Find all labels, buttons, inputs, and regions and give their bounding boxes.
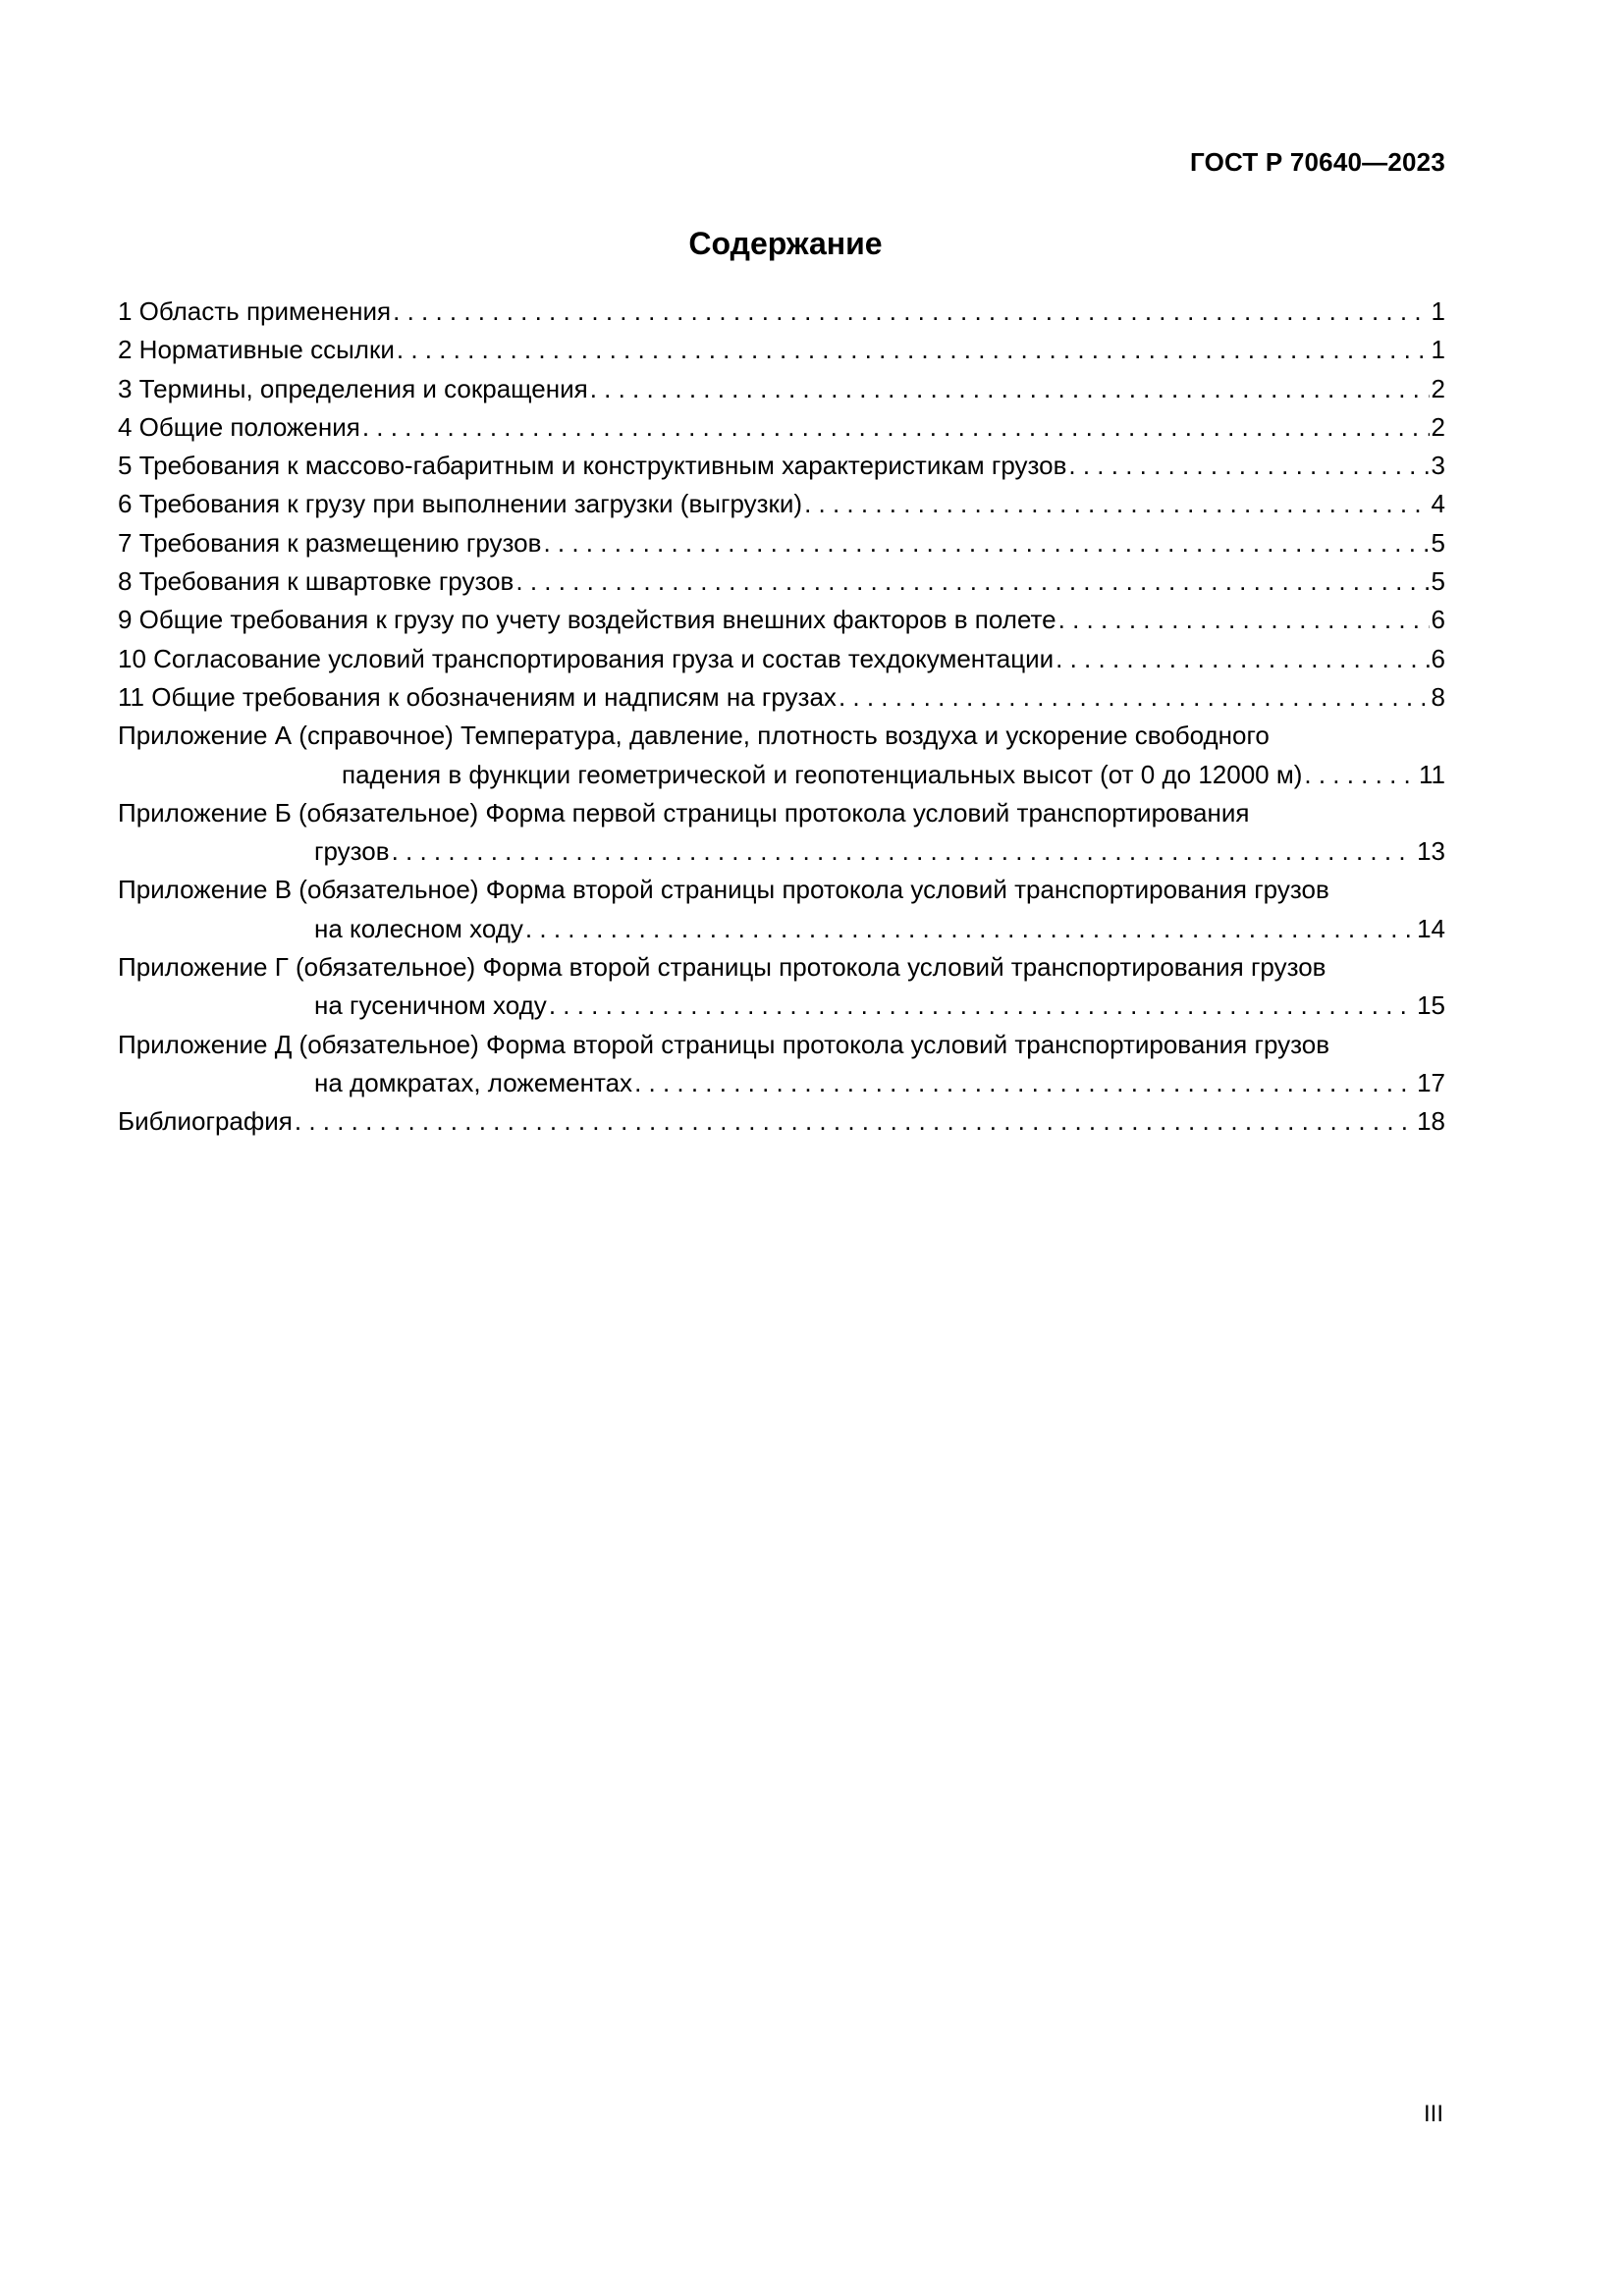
toc-entry-text: 3 Термины, определения и сокращения bbox=[118, 373, 588, 403]
toc-leader-dots bbox=[393, 293, 1429, 331]
toc-leader-dots bbox=[1056, 640, 1429, 678]
toc-entry-page: 11 bbox=[1419, 759, 1445, 789]
toc-entry-2[interactable] bbox=[118, 331, 1445, 369]
toc-entry-text: 1 Область применения bbox=[118, 296, 392, 326]
toc-entry-page: 5 bbox=[1431, 527, 1445, 558]
toc-leader-dots bbox=[1058, 601, 1430, 639]
toc-entry-page: 2 bbox=[1431, 411, 1445, 442]
toc-entry-page: 6 bbox=[1431, 643, 1445, 673]
document-code: ГОСТ Р 70640—2023 bbox=[1190, 147, 1445, 177]
page-number: III bbox=[1423, 2101, 1443, 2127]
toc-entry-page: 6 bbox=[1431, 605, 1445, 635]
toc-entry-page: 1 bbox=[1431, 335, 1445, 365]
toc-leader-dots bbox=[392, 832, 1416, 871]
toc-leader-dots bbox=[1304, 756, 1417, 794]
toc-leader-dots bbox=[362, 408, 1430, 447]
toc-leader-dots bbox=[839, 678, 1430, 717]
toc-entry-text: 11 Общие требования к обозначениям и надписям на грузах bbox=[118, 681, 837, 712]
toc-entry-text: 10 Согласование условий транспортирования груза и состав техдокументации bbox=[118, 643, 1055, 673]
toc-entry-text: 8 Требования к швартовке грузов bbox=[118, 566, 514, 597]
toc-entry-3[interactable] bbox=[118, 370, 1445, 408]
toc-appendix-subtitle: на гусеничном ходу bbox=[314, 990, 547, 1021]
toc-appendix-g-continuation[interactable] bbox=[118, 987, 1445, 1025]
toc-entry-11[interactable] bbox=[118, 678, 1445, 717]
toc-leader-dots bbox=[804, 485, 1429, 523]
toc-appendix-title: Приложение Г (обязательное) Форма второй страницы протокола условий транспортирования грузов bbox=[118, 952, 1326, 983]
toc-entry-page: 14 bbox=[1417, 913, 1445, 943]
toc-entry-page: 13 bbox=[1417, 836, 1445, 867]
toc-appendix-v-continuation[interactable] bbox=[118, 910, 1445, 948]
toc-entry-9[interactable] bbox=[118, 601, 1445, 639]
toc-bibliography[interactable] bbox=[118, 1102, 1445, 1141]
toc-entry-text: 9 Общие требования к грузу по учету воздействия внешних факторов в полете bbox=[118, 605, 1056, 635]
table-of-contents bbox=[118, 293, 1445, 1142]
toc-leader-dots bbox=[1068, 447, 1429, 485]
toc-entry-text: Библиография bbox=[118, 1106, 293, 1137]
toc-appendix-subtitle: грузов bbox=[314, 836, 390, 867]
toc-appendix-d[interactable] bbox=[118, 1026, 1445, 1064]
toc-title: Содержание bbox=[688, 226, 883, 261]
toc-entry-4[interactable] bbox=[118, 408, 1445, 447]
toc-appendix-title: Приложение Д (обязательное) Форма второй страницы протокола условий транспортирования грузов bbox=[118, 1029, 1330, 1059]
toc-leader-dots bbox=[295, 1102, 1415, 1141]
toc-entry-6[interactable] bbox=[118, 485, 1445, 523]
toc-entry-text: 5 Требования к массово-габаритным и конструктивным характеристикам грузов bbox=[118, 451, 1067, 481]
toc-entry-page: 17 bbox=[1417, 1067, 1445, 1097]
toc-appendix-b[interactable] bbox=[118, 794, 1445, 832]
toc-appendix-a-continuation[interactable] bbox=[118, 756, 1445, 794]
toc-leader-dots bbox=[590, 370, 1430, 408]
toc-entry-10[interactable] bbox=[118, 640, 1445, 678]
toc-entry-page: 15 bbox=[1417, 990, 1445, 1021]
toc-entry-page: 4 bbox=[1431, 489, 1445, 519]
toc-appendix-title: Приложение Б (обязательное) Форма первой страницы протокола условий транспортирования bbox=[118, 797, 1250, 828]
toc-appendix-subtitle: падения в функции геометрической и геопотенциальных высот (от 0 до 12000 м) bbox=[342, 759, 1303, 789]
toc-leader-dots bbox=[634, 1064, 1415, 1102]
toc-entry-page: 8 bbox=[1431, 681, 1445, 712]
toc-entry-page: 3 bbox=[1431, 451, 1445, 481]
toc-entry-text: 6 Требования к грузу при выполнении загрузки (выгрузки) bbox=[118, 489, 803, 519]
toc-entry-text: 7 Требования к размещению грузов bbox=[118, 527, 542, 558]
toc-leader-dots bbox=[549, 987, 1415, 1025]
toc-appendix-v[interactable] bbox=[118, 871, 1445, 909]
toc-leader-dots bbox=[525, 910, 1415, 948]
toc-entry-page: 1 bbox=[1431, 296, 1445, 326]
toc-entry-text: 2 Нормативные ссылки bbox=[118, 335, 395, 365]
toc-appendix-title: Приложение А (справочное) Температура, давление, плотность воздуха и ускорение свободного bbox=[118, 721, 1270, 751]
toc-appendix-title: Приложение В (обязательное) Форма второй страницы протокола условий транспортирования грузов bbox=[118, 875, 1329, 905]
toc-leader-dots bbox=[397, 331, 1430, 369]
toc-entry-8[interactable] bbox=[118, 562, 1445, 601]
toc-entry-page: 18 bbox=[1417, 1106, 1445, 1137]
toc-entry-page: 2 bbox=[1431, 373, 1445, 403]
toc-appendix-g[interactable] bbox=[118, 948, 1445, 987]
toc-appendix-subtitle: на колесном ходу bbox=[314, 913, 523, 943]
toc-entry-1[interactable] bbox=[118, 293, 1445, 331]
toc-entry-7[interactable] bbox=[118, 524, 1445, 562]
toc-entry-page: 5 bbox=[1431, 566, 1445, 597]
toc-appendix-b-continuation[interactable] bbox=[118, 832, 1445, 871]
toc-appendix-subtitle: на домкратах, ложементах bbox=[314, 1067, 633, 1097]
toc-entry-text: 4 Общие положения bbox=[118, 411, 360, 442]
toc-appendix-d-continuation[interactable] bbox=[118, 1064, 1445, 1102]
toc-leader-dots bbox=[515, 562, 1429, 601]
toc-leader-dots bbox=[543, 524, 1429, 562]
toc-appendix-a[interactable] bbox=[118, 717, 1445, 755]
toc-entry-5[interactable] bbox=[118, 447, 1445, 485]
